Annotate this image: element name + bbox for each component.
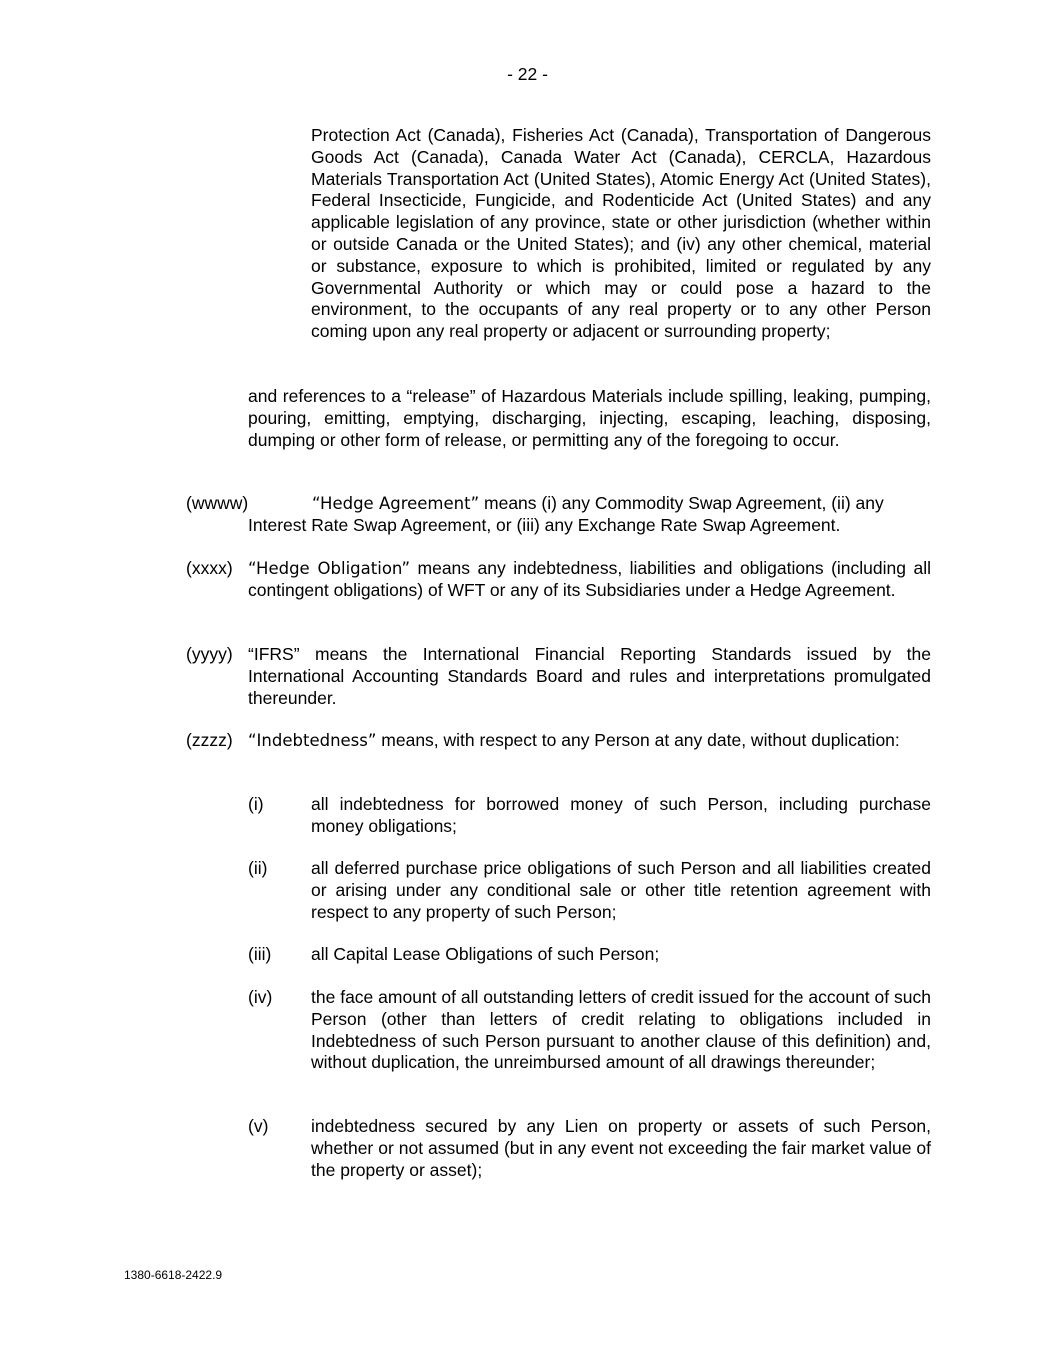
- sub-item-text: the face amount of all outstanding letters of credit issued for the account of such Person (other than letters of credit relating to obligations included in Indebtedness of such Person pursuant to another clause of this definition) and, without duplication, the unreimbursed amount of all drawings thereunder;: [311, 987, 931, 1073]
- sub-item-text: all indebtedness for borrowed money of such Person, including purchase money obligations;: [311, 794, 931, 836]
- definition-label: (wwww): [186, 493, 249, 513]
- defined-term: “IFRS”: [248, 644, 300, 664]
- definition-hedge-agreement: [186, 493, 931, 537]
- definition-text: means the International Financial Reporting Standards issued by the International Accounting Standards Board and rules and interpretations promulgated thereunder.: [248, 644, 931, 708]
- release-paragraph: and references to a “release” of Hazardous Materials include spilling, leaking, pumping, pouring, emitting, emptying, discharging, injecting, escaping, leaching, disposing, dumping or other form of release, or permitting any of the foregoing to occur.: [248, 386, 931, 450]
- sub-item-label: (ii): [248, 858, 268, 878]
- sub-item-label: (iv): [248, 987, 273, 1007]
- document-footer-id: 1380-6618-2422.9: [124, 1268, 223, 1282]
- sub-item-iv: [248, 987, 931, 1074]
- page-number: - 22 -: [507, 64, 548, 84]
- definition-text: means any indebtedness, liabilities and obligations (including all contingent obligations) of WFT or any of its Subsidiaries under a Hedge Agreement.: [248, 558, 931, 600]
- sub-item-label: (i): [248, 794, 264, 814]
- sub-item-text: indebtedness secured by any Lien on property or assets of such Person, whether or not assumed (but in any event not exceeding the fair market value of the property or asset);: [311, 1116, 931, 1180]
- sub-item-text: all Capital Lease Obligations of such Person;: [311, 944, 660, 964]
- definition-indebtedness: [186, 730, 931, 752]
- definition-text: means (i) any Commodity Swap Agreement, (ii) any Interest Rate Swap Agreement, or (iii) any Exchange Rate Swap Agreement.: [248, 493, 884, 535]
- sub-item-i: [248, 794, 931, 838]
- sub-item-text: all deferred purchase price obligations of such Person and all liabilities created or arising under any conditional sale or other title retention agreement with respect to any property of such Person;: [311, 858, 931, 922]
- definition-label: (xxxx): [186, 558, 233, 578]
- defined-term: “Hedge Agreement”: [312, 494, 480, 513]
- definition-label: (yyyy): [186, 644, 233, 664]
- definition-label: (zzzz): [186, 730, 233, 750]
- definition-text: means, with respect to any Person at any date, without duplication:: [376, 730, 900, 750]
- sub-item-label: (iii): [248, 944, 272, 964]
- definition-ifrs: [186, 644, 931, 709]
- definition-hedge-obligation: [186, 558, 931, 602]
- sub-item-label: (v): [248, 1116, 269, 1136]
- sub-item-v: [248, 1116, 931, 1181]
- sub-item-iii: [248, 944, 931, 966]
- sub-item-ii: [248, 858, 931, 923]
- defined-term: “Hedge Obligation”: [248, 559, 411, 578]
- defined-term: “Indebtedness”: [248, 731, 377, 750]
- continuation-paragraph: Protection Act (Canada), Fisheries Act (Canada), Transportation of Dangerous Goods Act (Canada), Canada Water Act (Canada), CERCLA, Hazardous Materials Transportation Act (United States), Atomic Energy Act (United States), Federal Insecticide, Fungicide, and Rodenticide Act (United States) and any applicable legislation of any province, state or other jurisdiction (whether within or outside Canada or the United States); and (iv) any other chemical, material or substance, exposure to which is prohibited, limited or regulated by any Governmental Authority or which may or could pose a hazard to the environment, to the occupants of any real property or to any other Person coming upon any real property or adjacent or surrounding property;: [311, 125, 931, 342]
